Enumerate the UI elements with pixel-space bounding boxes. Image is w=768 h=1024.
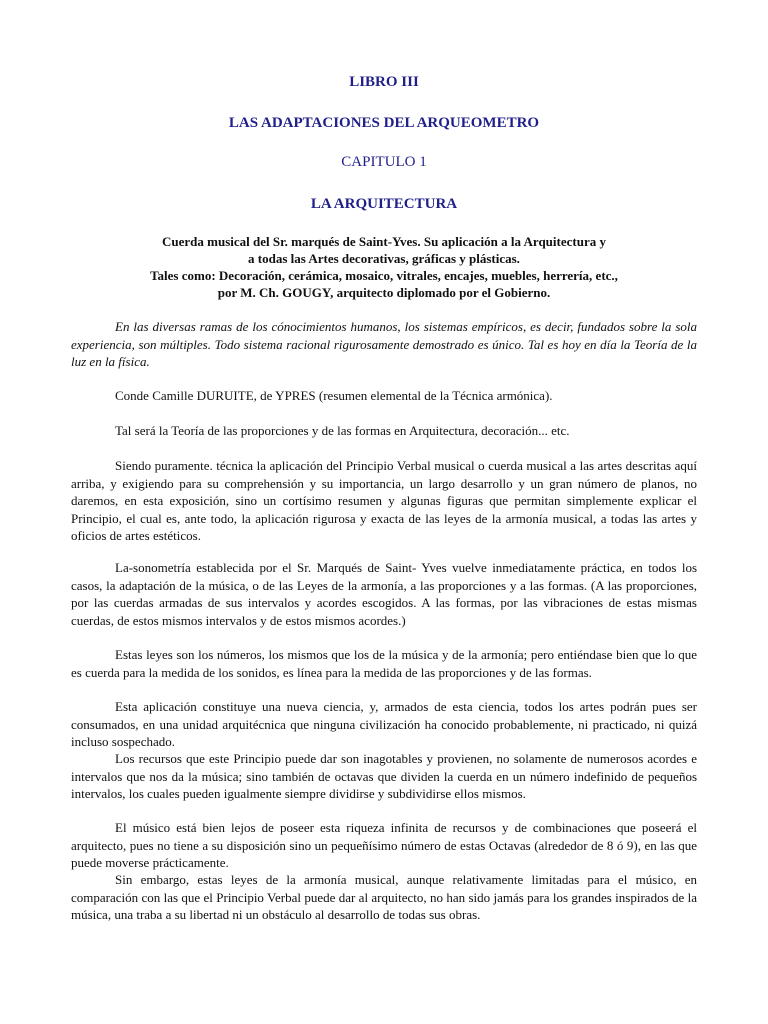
section-heading: LA ARQUITECTURA xyxy=(310,196,458,212)
attribution: Conde Camille DURUITE, de YPRES (resumen elemental de la Técnica armónica). xyxy=(115,388,553,403)
book-heading: LIBRO III xyxy=(349,74,419,90)
epigraph: En las diversas ramas de los cónocimientos humanos, los sistemas empíricos, es decir, fundados sobre la sola experiencia, son múltiples. Todo sistema racional rigurosamente demostrado es único. Tal es hoy en día la Teoría de la luz en la física. xyxy=(71,319,697,370)
paragraph-1: Siendo puramente. técnica la aplicación del Principio Verbal musical o cuerda musical a las artes descritas aquí arriba, y exigiendo para su comprehensión y su importancia, un largo desarrollo y un gran número de planos, no daremos, en esta exposición, sino un cortísimo resumen y algunas figuras que permitan simplemente explicar el Principio, el cual es, ante todo, la aplicación rigurosa y exacta de las leyes de la armonía musical, a todas las artes y oficios de artes estéticos. xyxy=(71,458,697,544)
subtitle-line-3: Tales como: Decoración, cerámica, mosaico, vitrales, encajes, muebles, herrería, etc., xyxy=(150,268,618,283)
paragraph-7: Sin embargo, estas leyes de la armonía musical, aunque relativamente limitadas para el músico, en comparación con las que el Principio Verbal puede dar al arquitecto, no han sido jamás para los grandes inspirados de la música, una traba a su libertad ni un obstáculo al desarrollo de todas sus obras. xyxy=(71,872,697,923)
subtitle-line-4: por M. Ch. GOUGY, arquitecto diplomado por el Gobierno. xyxy=(217,285,551,300)
chapter-heading: CAPITULO 1 xyxy=(341,154,427,170)
paragraph-2: La-sonometría establecida por el Sr. Marqués de Saint- Yves vuelve inmediatamente práctica, en todos los casos, la adaptación de la música, o de las Leyes de la armonía, a las proporciones y a las formas. (A las proporciones, por las cuerdas armadas de sus intervalos y acordes escogidos. A las formas, por las vibraciones de estas mismas cuerdas, de estos mismos intervalos y de estos mismos acordes.) xyxy=(71,560,697,628)
book-title: LAS ADAPTACIONES DEL ARQUEOMETRO xyxy=(228,115,540,131)
paragraph-3: Estas leyes son los números, los mismos que los de la música y de la armonía; pero entiéndase bien que lo que es cuerda para la medida de los sonidos, es línea para la medida de las proporciones y de las formas. xyxy=(71,647,697,680)
subtitle-line-1: Cuerda musical del Sr. marqués de Saint-Yves. Su aplicación a la Arquitectura y xyxy=(162,234,606,249)
theory-statement: Tal será la Teoría de las proporciones y de las formas en Arquitectura, decoración... etc. xyxy=(115,423,570,438)
paragraph-6: El músico está bien lejos de poseer esta riqueza infinita de recursos y de combinaciones que poseerá el arquitecto, pues no tiene a su disposición sino un pequeñísimo número de estas Octavas (alrededor de 8 ó 9), en las que puede moverse prácticamente. xyxy=(71,820,697,871)
subtitle-line-2: a todas las Artes decorativas, gráficas y plásticas. xyxy=(248,251,520,266)
paragraph-4: Esta aplicación constituye una nueva ciencia, y, armados de esta ciencia, todos los artes podrán pues ser consumados, en una unidad arquitécnica que ninguna civilización ha conocido probablemente, ni practicado, ni quizá incluso sospechado. xyxy=(71,699,697,750)
paragraph-5: Los recursos que este Principio puede dar son inagotables y provienen, no solamente de numerosos acordes e intervalos que nos da la música; sino también de octavas que dividen la cuerda en un número indefinido de pequeños intervalos, los cuales pueden igualmente siempre dividirse y subdividirse ellos mismos. xyxy=(71,751,697,802)
